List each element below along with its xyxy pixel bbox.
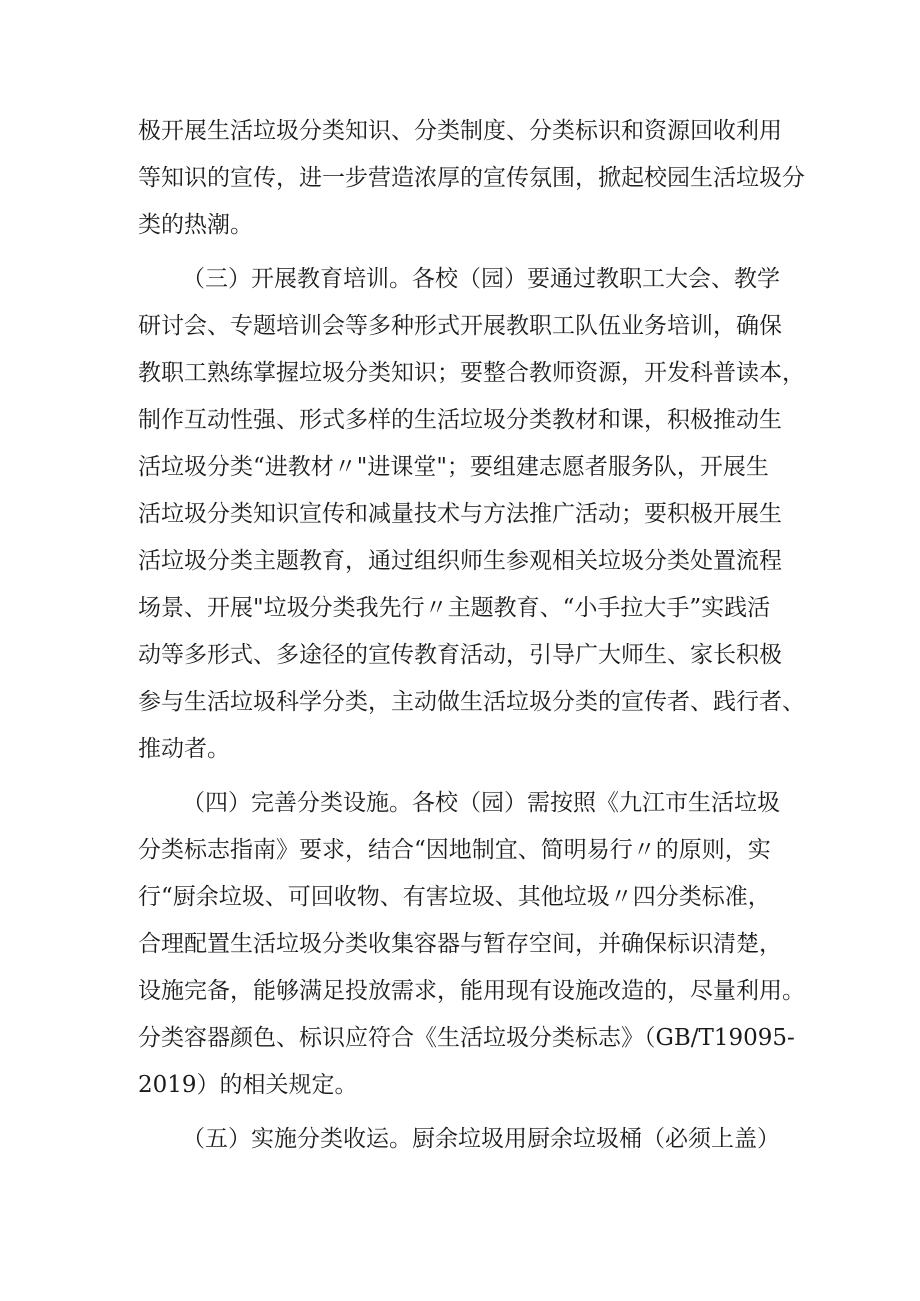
text-line-22: （五）实施分类收运。厨余垃圾用厨余垃圾桶（必须上盖）	[182, 1126, 780, 1152]
text-line-6: 教职工熟练掌握垃圾分类知识；要整合教师资源，开发科普读本，	[138, 360, 805, 386]
text-line-17: 行“厨余垃圾、可回收物、有害垃圾、其他垃圾〃四分类标准，	[138, 884, 771, 910]
text-line-9: 活垃圾分类知识宣传和减量技术与方法推广活动；要积极开展生	[138, 501, 782, 527]
text-line-10: 活垃圾分类主题教育，通过组织师生参观相关垃圾分类处置流程	[138, 548, 782, 574]
text-line-8: 活垃圾分类“进教材〃"进课堂"；要组建志愿者服务队，开展生	[138, 454, 769, 480]
text-line-16: 分类标志指南》要求，结合“因地制宜、简明易行〃的原则，实	[138, 837, 771, 863]
text-line-20: 分类容器颜色、标识应符合《生活垃圾分类标志》（GB/T19095-	[138, 1025, 795, 1051]
text-line-7: 制作互动性强、形式多样的生活垃圾分类教材和课，积极推动生	[138, 407, 782, 433]
text-line-11: 场景、开展"垃圾分类我先行〃主题教育、“小手拉大手”实践活	[138, 595, 771, 621]
text-line-3: 类的热潮。	[138, 212, 253, 238]
text-line-5: 研讨会、专题培训会等多种形式开展教职工队伍业务培训，确保	[138, 313, 782, 339]
text-line-14: 推动者。	[138, 736, 230, 762]
text-line-15: （四）完善分类设施。各校（园）需按照《九江市生活垃圾	[182, 790, 780, 816]
text-line-18: 合理配置生活垃圾分类收集容器与暂存空间，并确保标识清楚，	[138, 931, 782, 957]
text-line-19: 设施完备，能够满足投放需求，能用现有设施改造的，尽量利用。	[138, 978, 805, 1004]
text-line-4: （三）开展教育培训。各校（园）要通过教职工大会、教学	[182, 266, 780, 292]
text-line-21: 2019）的相关规定。	[138, 1072, 358, 1098]
text-line-13: 参与生活垃圾科学分类，主动做生活垃圾分类的宣传者、践行者、	[138, 689, 805, 715]
text-line-12: 动等多形式、多途径的宣传教育活动，引导广大师生、家长积极	[138, 642, 782, 668]
text-line-1: 极开展生活垃圾分类知识、分类制度、分类标识和资源回收利用	[138, 118, 782, 144]
text-line-2: 等知识的宣传，进一步营造浓厚的宣传氛围，掀起校园生活垃圾分	[138, 165, 805, 191]
